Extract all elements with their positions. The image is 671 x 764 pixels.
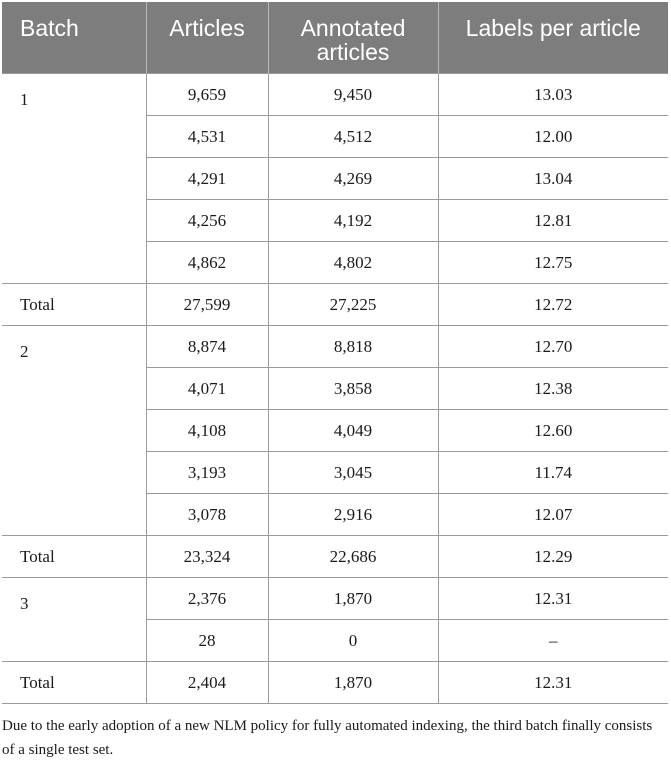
table-header	[2, 2, 668, 74]
table-row	[2, 326, 668, 368]
header-annotated-line2: articles	[316, 39, 390, 65]
total-row	[2, 284, 668, 326]
annotated-cell: 3,045	[268, 452, 438, 494]
articles-cell: 4,531	[146, 116, 268, 158]
annotated-cell: 4,192	[268, 200, 438, 242]
articles-cell: 2,376	[146, 578, 268, 620]
articles-cell: 4,071	[146, 368, 268, 410]
annotated-cell: 4,049	[268, 410, 438, 452]
labels-cell: 13.03	[438, 74, 668, 116]
labels-cell: 12.31	[438, 662, 668, 704]
table-footnote: Due to the early adoption of a new NLM policy for fully automated indexing, the third batch finally consists of a single test set.	[2, 718, 653, 758]
articles-cell: 4,291	[146, 158, 268, 200]
total-label-cell: Total	[2, 536, 146, 578]
articles-cell: 4,108	[146, 410, 268, 452]
annotated-cell: 8,818	[268, 326, 438, 368]
labels-cell: 12.07	[438, 494, 668, 536]
batch-statistics-table	[2, 2, 668, 704]
labels-cell: 13.04	[438, 158, 668, 200]
header-annotated-line1: Annotated	[300, 15, 406, 41]
header-articles: Articles	[146, 2, 268, 74]
batch-cell: 2	[2, 326, 146, 536]
header-row	[2, 2, 668, 74]
annotated-cell: 22,686	[268, 536, 438, 578]
articles-cell: 9,659	[146, 74, 268, 116]
labels-cell: 12.70	[438, 326, 668, 368]
labels-cell: 12.81	[438, 200, 668, 242]
batch-cell: 3	[2, 578, 146, 662]
articles-cell: 4,862	[146, 242, 268, 284]
labels-cell: 12.72	[438, 284, 668, 326]
annotated-cell: 27,225	[268, 284, 438, 326]
total-row	[2, 536, 668, 578]
annotated-cell: 4,512	[268, 116, 438, 158]
header-annotated-articles	[268, 2, 438, 74]
annotated-cell: 1,870	[268, 578, 438, 620]
header-batch: Batch	[2, 2, 146, 74]
articles-cell: 27,599	[146, 284, 268, 326]
articles-cell: 3,193	[146, 452, 268, 494]
labels-cell: –	[438, 620, 668, 662]
total-label-cell: Total	[2, 284, 146, 326]
labels-cell: 12.60	[438, 410, 668, 452]
labels-cell: 12.75	[438, 242, 668, 284]
articles-cell: 23,324	[146, 536, 268, 578]
header-labels-per-article: Labels per article	[438, 2, 668, 74]
table-row	[2, 578, 668, 620]
articles-cell: 8,874	[146, 326, 268, 368]
labels-cell: 11.74	[438, 452, 668, 494]
articles-cell: 28	[146, 620, 268, 662]
total-row	[2, 662, 668, 704]
annotated-cell: 9,450	[268, 74, 438, 116]
annotated-cell: 3,858	[268, 368, 438, 410]
annotated-cell: 4,802	[268, 242, 438, 284]
articles-cell: 4,256	[146, 200, 268, 242]
total-label-cell: Total	[2, 662, 146, 704]
labels-cell: 12.38	[438, 368, 668, 410]
table-row	[2, 74, 668, 116]
table-body	[2, 74, 668, 704]
labels-cell: 12.00	[438, 116, 668, 158]
batch-cell: 1	[2, 74, 146, 284]
annotated-cell: 2,916	[268, 494, 438, 536]
annotated-cell: 1,870	[268, 662, 438, 704]
articles-cell: 3,078	[146, 494, 268, 536]
annotated-cell: 4,269	[268, 158, 438, 200]
annotated-cell: 0	[268, 620, 438, 662]
labels-cell: 12.29	[438, 536, 668, 578]
articles-cell: 2,404	[146, 662, 268, 704]
labels-cell: 12.31	[438, 578, 668, 620]
